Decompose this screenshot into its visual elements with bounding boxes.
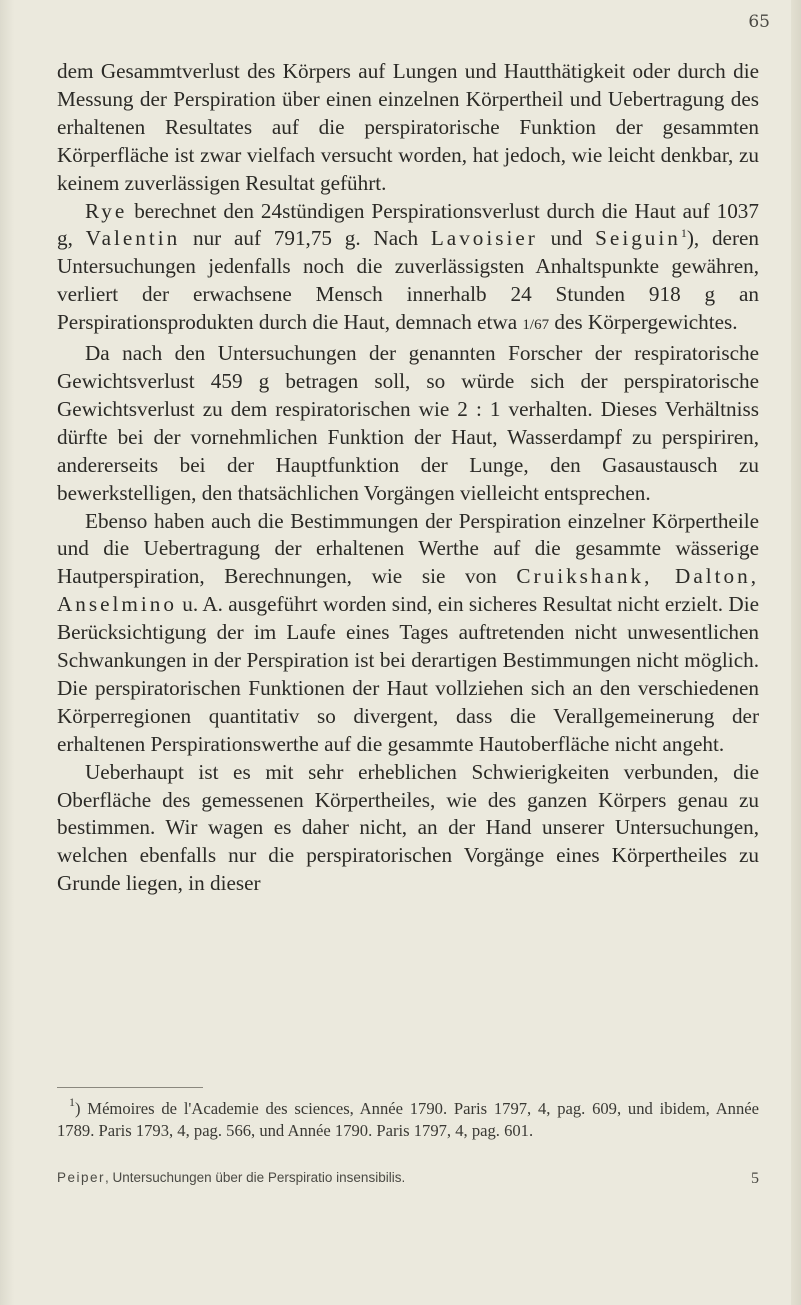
author-lavoisier: Lavoisier — [430, 226, 538, 251]
fraction-body-weight: 1/67 — [522, 317, 550, 334]
paragraph-2-text-c: und — [537, 226, 596, 251]
printer-signature-line — [57, 1170, 759, 1188]
page-left-edge — [0, 0, 14, 1305]
footnote-body: ) Mémoires de l'Academie des sciences, Année 1790. Paris 1797, 4, pag. 609, und ibidem, Année 1789. Paris 1793, 4, pag. 566, und Année 1790. Paris 1797, 4, pag. 601. — [57, 1099, 759, 1140]
body-text — [57, 58, 759, 898]
authors-list: Cruikshank, Dalton, Anselmino — [57, 564, 759, 617]
paragraph-3: Da nach den Untersuchungen der genannten Forscher der respiratorische Gewichtsverlust 459 g betragen soll, so würde sich der perspiratorische Gewichtsverlust zu dem respiratorischen wie 2 : 1 verhalten. Dieses Verhältniss dürfte bei der vornehmlichen Funktion der Haut, Wasserdampf zu perspiriren, andererseits bei der Hauptfunktion der Lunge, den Gasaustausch zu bewerkstelligen, den thatsächlichen Vorgängen vielleicht entsprechen. — [57, 341, 759, 505]
paragraph-4-text-a: Ebenso haben auch die Bestimmungen der Perspiration einzelner Körpertheile und die Uebertragung der erhaltenen Werthe auf die gesammte wässerige Hautperspiration, Berechnungen, wie sie von — [57, 508, 759, 589]
author-seiguin: Seiguin — [595, 226, 681, 251]
page-right-edge — [791, 0, 801, 1305]
paragraph-2-text-b: nur auf 791,75 g. Nach — [180, 226, 431, 251]
footnote-text — [57, 1095, 759, 1141]
signature-book-title: , Untersuchungen über die Perspiratio insensibilis. — [105, 1170, 406, 1185]
paragraph-1: dem Gesammtverlust des Körpers auf Lungen und Hautthätigkeit oder durch die Messung der Perspiration über einen einzelnen Körpertheil und Uebertragung des erhaltenen Resultates auf die perspiratorische Funktion der gesammten Körperfläche ist zwar vielfach versucht worden, hat jedoch, wie leicht denkbar, zu keinem zuverlässigen Resultat geführt. — [57, 59, 759, 195]
paragraph-2 — [57, 198, 759, 341]
paragraph-5: Ueberhaupt ist es mit sehr erheblichen Schwierigkeiten verbunden, die Oberfläche des gemessenen Körpertheiles, wie des ganzen Körpers genau zu bestimmen. Wir wagen es daher nicht, an der Hand unserer Untersuchungen, welchen ebenfalls nur die perspiratorischen Vorgänge eines Körpertheiles zu Grunde liegen, in dieser — [57, 759, 759, 896]
footnote-reference: 1 — [680, 226, 687, 241]
paragraph-2-text-d: ), deren Untersuchungen jedenfalls noch die zuverlässigsten Anhaltspunkte gewähren, verliert der erwachsene Mensch innerhalb 24 Stunden 918 g an Perspirationsprodukten durch die Haut, demnach etwa — [57, 226, 760, 335]
paragraph-4-text-b: u. A. ausgeführt worden sind, ein sicheres Resultat nicht erzielt. Die Berücksichtigung der im Laufe eines Tages auftretenden nicht unwesentlichen Schwankungen in der Perspiration ist bei derartigen Bestimmungen nicht möglich. Die perspiratorischen Funktionen der Haut vollziehen sich an den verschiedenen Körperregionen quantitativ so divergent, dass die Verallgemeinerung der erhaltenen Perspirationswerthe auf die gesammte Hautoberfläche nicht angeht. — [57, 592, 759, 756]
footnote-mark: 1 — [69, 1095, 75, 1109]
paragraph-2-text-e: des Körpergewichtes. — [549, 310, 738, 335]
author-valentin: Valentin — [85, 226, 181, 251]
signature-author: Peiper — [57, 1170, 106, 1185]
paragraph-2-text-a: berechnet den 24stündigen Perspirationsverlust durch die Haut auf 1037 g, — [57, 198, 759, 251]
sheet-number: 5 — [751, 1170, 759, 1187]
footnote — [57, 1095, 759, 1141]
paragraph-4 — [57, 508, 759, 759]
author-rye: Rye — [85, 198, 128, 223]
footnote-divider — [57, 1087, 203, 1088]
signature-title — [57, 1170, 405, 1188]
page-number: 65 — [748, 12, 770, 32]
